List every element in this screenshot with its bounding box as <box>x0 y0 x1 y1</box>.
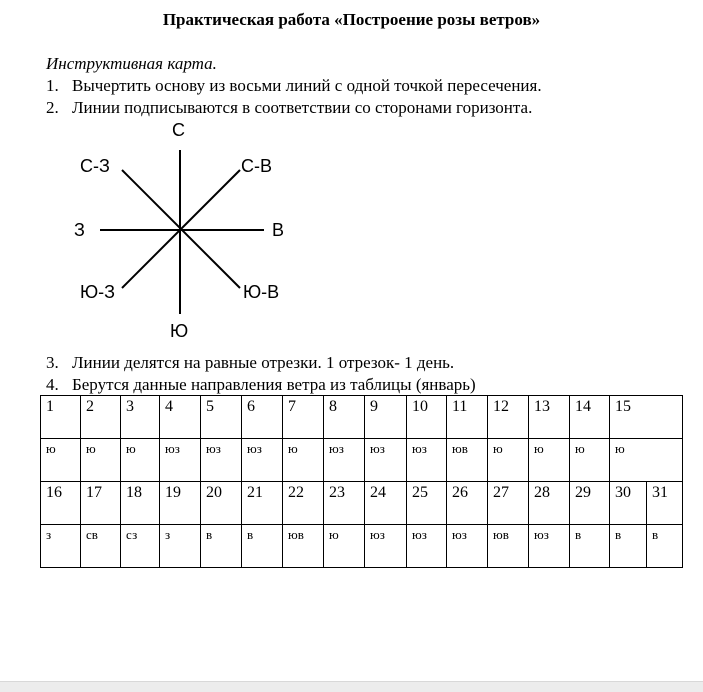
direction-cell: сз <box>121 525 160 568</box>
direction-cell: ю <box>488 439 529 482</box>
table-row-directions-2 <box>41 525 683 568</box>
direction-cell: ю <box>41 439 81 482</box>
direction-cell: ю <box>121 439 160 482</box>
day-cell: 7 <box>283 396 324 439</box>
step-number: 4. <box>46 375 59 394</box>
step-2 <box>46 98 532 118</box>
day-cell: 27 <box>488 482 529 525</box>
direction-cell: юв <box>447 439 488 482</box>
direction-cell: з <box>41 525 81 568</box>
direction-cell: юз <box>407 439 447 482</box>
direction-cell: в <box>570 525 610 568</box>
wind-rose-diagram <box>60 118 330 348</box>
direction-cell: ю <box>283 439 324 482</box>
direction-cell: з <box>160 525 201 568</box>
label-south: Ю <box>170 321 189 341</box>
step-text: Берутся данные направления ветра из таблицы (январь) <box>72 375 476 394</box>
day-cell: 19 <box>160 482 201 525</box>
window-bottom-bar <box>0 681 703 692</box>
page-title: Практическая работа «Построение розы ветров» <box>162 10 541 29</box>
table-row-days-1 <box>41 396 683 439</box>
step-4 <box>46 375 476 395</box>
direction-cell: юв <box>488 525 529 568</box>
direction-cell: в <box>201 525 242 568</box>
direction-cell: юз <box>242 439 283 482</box>
day-cell: 8 <box>324 396 365 439</box>
day-cell: 29 <box>570 482 610 525</box>
direction-cell: св <box>81 525 121 568</box>
day-cell: 15 <box>610 396 683 439</box>
direction-cell: ю <box>570 439 610 482</box>
day-cell: 31 <box>647 482 683 525</box>
direction-cell: юз <box>407 525 447 568</box>
day-cell: 11 <box>447 396 488 439</box>
label-southwest: Ю-З <box>80 282 116 302</box>
direction-cell: ю <box>610 439 683 482</box>
day-cell: 17 <box>81 482 121 525</box>
label-northwest: С-З <box>80 156 110 176</box>
direction-cell: юз <box>529 525 570 568</box>
direction-cell: юв <box>283 525 324 568</box>
day-cell: 22 <box>283 482 324 525</box>
day-cell: 23 <box>324 482 365 525</box>
instruction-card-heading: Инструктивная карта. <box>46 54 217 73</box>
day-cell: 13 <box>529 396 570 439</box>
day-cell: 16 <box>41 482 81 525</box>
label-north: С <box>172 120 185 140</box>
day-cell: 2 <box>81 396 121 439</box>
day-cell: 3 <box>121 396 160 439</box>
direction-cell: юз <box>365 525 407 568</box>
direction-cell: ю <box>81 439 121 482</box>
day-cell: 12 <box>488 396 529 439</box>
day-cell: 9 <box>365 396 407 439</box>
day-cell: 6 <box>242 396 283 439</box>
label-northeast: С-В <box>241 156 272 176</box>
day-cell: 20 <box>201 482 242 525</box>
direction-cell: юз <box>160 439 201 482</box>
day-cell: 21 <box>242 482 283 525</box>
step-text: Линии делятся на равные отрезки. 1 отрезок- 1 день. <box>72 353 455 372</box>
direction-cell: юз <box>201 439 242 482</box>
day-cell: 25 <box>407 482 447 525</box>
label-southeast: Ю-В <box>243 282 280 302</box>
direction-cell: ю <box>529 439 570 482</box>
direction-cell: юз <box>447 525 488 568</box>
direction-cell: в <box>242 525 283 568</box>
direction-cell: юз <box>324 439 365 482</box>
table-row-directions-1 <box>41 439 683 482</box>
step-text: Линии подписываются в соответствии со сторонами горизонта. <box>72 98 533 117</box>
day-cell: 24 <box>365 482 407 525</box>
direction-cell: ю <box>324 525 365 568</box>
step-1 <box>46 76 542 96</box>
day-cell: 14 <box>570 396 610 439</box>
direction-cell: в <box>647 525 683 568</box>
day-cell: 26 <box>447 482 488 525</box>
direction-cell: в <box>610 525 647 568</box>
step-number: 2. <box>46 98 59 117</box>
day-cell: 1 <box>41 396 81 439</box>
day-cell: 4 <box>160 396 201 439</box>
day-cell: 5 <box>201 396 242 439</box>
day-cell: 10 <box>407 396 447 439</box>
step-text: Вычертить основу из восьми линий с одной точкой пересечения. <box>72 76 542 95</box>
wind-direction-table <box>40 395 683 568</box>
step-3 <box>46 353 454 373</box>
table-row-days-2 <box>41 482 683 525</box>
label-east: В <box>272 220 285 240</box>
day-cell: 18 <box>121 482 160 525</box>
day-cell: 30 <box>610 482 647 525</box>
direction-cell: юз <box>365 439 407 482</box>
step-number: 3. <box>46 353 59 372</box>
label-west: З <box>74 220 85 240</box>
step-number: 1. <box>46 76 59 95</box>
day-cell: 28 <box>529 482 570 525</box>
